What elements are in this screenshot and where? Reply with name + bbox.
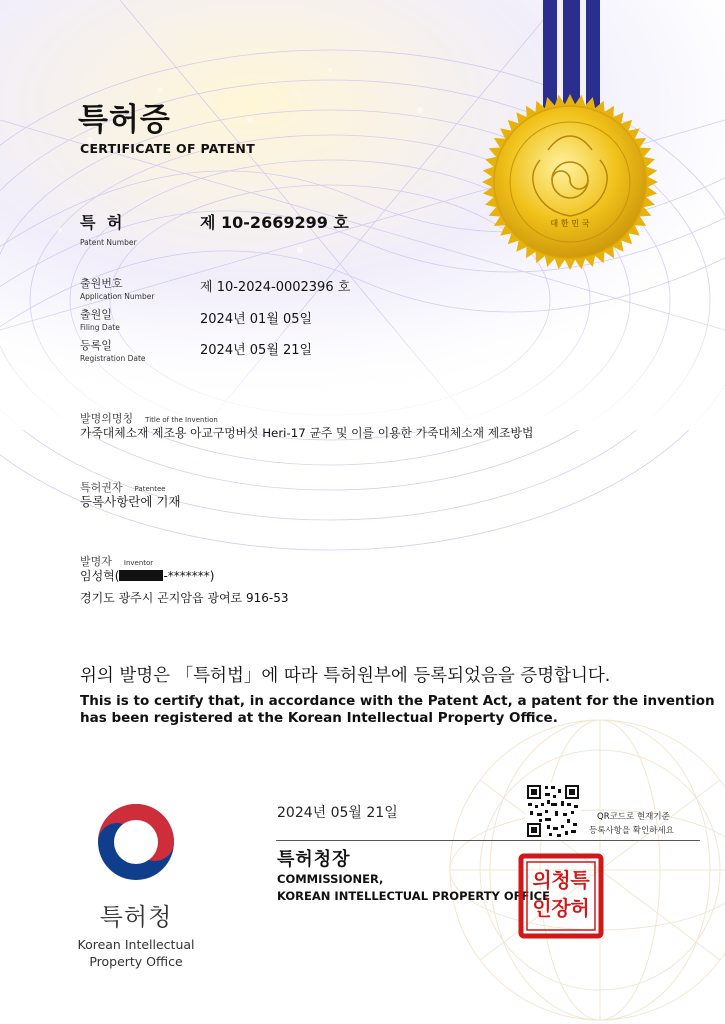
seal-char: 특 bbox=[570, 868, 590, 892]
application-number-label-en: Application Number bbox=[80, 292, 155, 301]
patentee-label-ko: 특허권자 bbox=[80, 481, 123, 494]
certification-en-line1: This is to certify that, in accordance with the Patent Act, a patent for the invention bbox=[80, 693, 715, 709]
official-seal bbox=[518, 853, 604, 939]
office-name-ko: 특허청 bbox=[99, 903, 173, 931]
patent-number-value: 제 10-2669299 호 bbox=[200, 213, 349, 232]
filing-date-label: 출원일 bbox=[80, 308, 112, 321]
seal-char: 장 bbox=[551, 896, 571, 920]
seal-char: 의 bbox=[532, 868, 552, 892]
office-name-en-line1: Korean Intellectual bbox=[77, 937, 195, 952]
filing-date-value: 2024년 01월 05일 bbox=[200, 312, 313, 327]
application-number-label: 출원번호 bbox=[80, 277, 123, 290]
qr-code[interactable] bbox=[525, 783, 581, 839]
filing-date-label-en: Filing Date bbox=[80, 323, 120, 332]
invention-title: 가죽대체소재 제조용 아교구멍버섯 Heri-17 균주 및 이를 이용한 가죽대체소재 제조방법 bbox=[80, 426, 534, 440]
patentee-label-en: Patentee bbox=[134, 485, 166, 493]
application-number-value: 제 10-2024-0002396 호 bbox=[200, 280, 351, 295]
patent-number-label: 특 허 bbox=[80, 213, 126, 232]
certificate-title-en: CERTIFICATE OF PATENT bbox=[80, 141, 256, 156]
inventor-name-line bbox=[80, 567, 214, 584]
inventor-id-masked: -*******) bbox=[163, 569, 215, 583]
divider-line bbox=[276, 840, 700, 841]
seal-char: 인 bbox=[532, 896, 552, 920]
inventor-name: 임성혁( bbox=[80, 569, 120, 583]
commissioner-line2: KOREAN INTELLECTUAL PROPERTY OFFICE bbox=[277, 889, 550, 903]
certification-en-line2: has been registered at the Korean Intellectual Property Office. bbox=[80, 710, 558, 726]
taegeuk-logo bbox=[94, 800, 178, 884]
patentee-value: 등록사항란에 기재 bbox=[80, 494, 181, 509]
certificate-title: 특허증 bbox=[78, 102, 171, 138]
medal-emblem-text: 대 한 민 국 bbox=[550, 219, 590, 228]
qr-note-line2: 등록사항을 확인하세요 bbox=[589, 826, 674, 836]
patent-number-label-en: Patent Number bbox=[80, 238, 137, 247]
issue-date: 2024년 05월 21일 bbox=[277, 805, 398, 821]
registration-date-label: 등록일 bbox=[80, 339, 112, 352]
invention-label-ko: 발명의명칭 bbox=[80, 412, 134, 425]
seal-char: 청 bbox=[551, 868, 571, 892]
seal-char: 허 bbox=[570, 896, 590, 920]
office-name-en-line2: Property Office bbox=[89, 954, 183, 969]
registration-date-value: 2024년 05월 21일 bbox=[200, 343, 313, 358]
redaction-bar bbox=[119, 570, 163, 581]
gold-medal bbox=[482, 94, 658, 270]
invention-label-en: Title of the Invention bbox=[145, 416, 218, 424]
inventor-label-ko: 발명자 bbox=[80, 555, 112, 568]
commissioner-title: 특허청장 bbox=[277, 849, 351, 870]
qr-note-line1: QR코드로 현재기준 bbox=[597, 812, 670, 822]
commissioner-line1: COMMISSIONER, bbox=[277, 872, 384, 886]
inventor-label-en: Inventor bbox=[123, 559, 154, 567]
certification-ko: 위의 발명은 「특허법」에 따라 특허원부에 등록되었음을 증명합니다. bbox=[80, 666, 611, 686]
inventor-address: 경기도 광주시 곤지암읍 광여로 916-53 bbox=[80, 591, 289, 605]
registration-date-label-en: Registration Date bbox=[80, 354, 146, 363]
